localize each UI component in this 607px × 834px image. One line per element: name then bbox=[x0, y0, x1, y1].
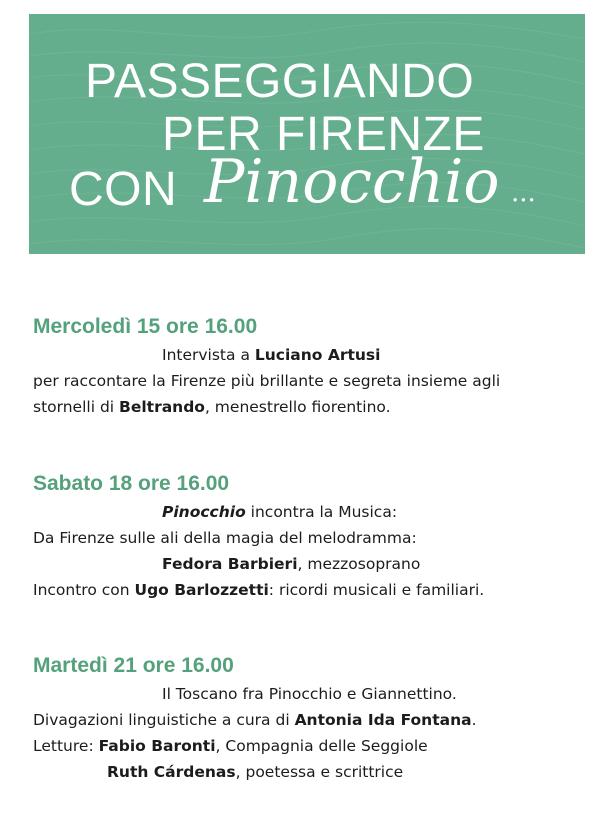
event-line: Intervista a Luciano Artusi bbox=[162, 346, 381, 364]
event-heading: Mercoledì 15 ore 16.00 bbox=[33, 315, 258, 338]
event-line: Da Firenze sulle ali della magia del melodramma: bbox=[33, 529, 417, 547]
title-ellipsis: ... bbox=[511, 178, 536, 208]
title-line-2: PER FIRENZE bbox=[162, 108, 485, 161]
event-line: Divagazioni linguistiche a cura di Antonia Ida Fontana. bbox=[33, 711, 477, 729]
title-banner bbox=[29, 14, 585, 254]
event-line: stornelli di Beltrando, menestrello fiorentino. bbox=[33, 398, 391, 416]
event-line: Letture: Fabio Baronti, Compagnia delle Seggiole bbox=[33, 737, 428, 755]
event-line: Il Toscano fra Pinocchio e Giannettino. bbox=[162, 685, 457, 703]
event-2 bbox=[33, 472, 593, 603]
event-line: per raccontare la Firenze più brillante e segreta insieme agli bbox=[33, 372, 501, 390]
event-heading: Martedì 21 ore 16.00 bbox=[33, 654, 234, 677]
title-line-1: PASSEGGIANDO bbox=[85, 55, 475, 108]
event-line: Fedora Barbieri, mezzosoprano bbox=[162, 555, 421, 573]
event-line: Ruth Cárdenas, poetessa e scrittrice bbox=[107, 763, 404, 781]
event-1 bbox=[33, 315, 593, 420]
event-line: Pinocchio incontra la Musica: bbox=[162, 503, 398, 521]
event-heading: Sabato 18 ore 16.00 bbox=[33, 472, 230, 495]
title-script: Pinocchio bbox=[204, 147, 500, 217]
event-line: Incontro con Ugo Barlozzetti: ricordi musicali e familiari. bbox=[33, 581, 485, 599]
title-line-3: CON bbox=[69, 163, 178, 216]
event-3 bbox=[33, 654, 593, 785]
